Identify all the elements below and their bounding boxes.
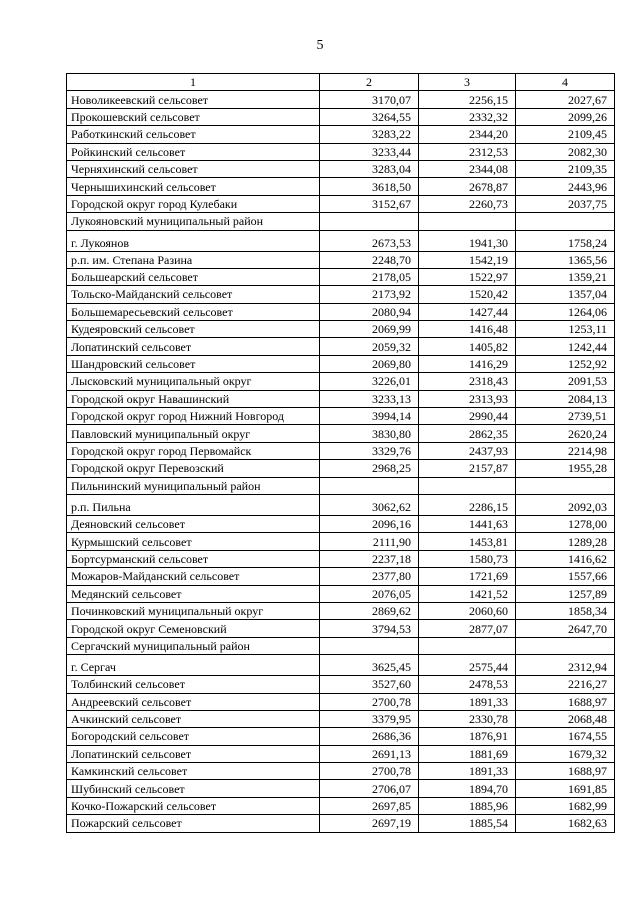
cell-value-4: 2082,30	[516, 143, 615, 160]
cell-value-4: 1365,56	[516, 251, 615, 268]
cell-value-3: 1405,82	[419, 338, 516, 355]
table-row	[67, 763, 615, 780]
cell-value-2: 2673,53	[320, 230, 419, 251]
cell-value-4: 2092,03	[516, 494, 615, 515]
cell-value-4: 2739,51	[516, 408, 615, 425]
cell-value-2: 3283,04	[320, 160, 419, 177]
cell-value-2: 3062,62	[320, 494, 419, 515]
cell-value-4: 1858,34	[516, 602, 615, 619]
cell-value-4: 2312,94	[516, 655, 615, 676]
cell-value-3: 1721,69	[419, 568, 516, 585]
table-row	[67, 338, 615, 355]
cell-value-2: 2080,94	[320, 303, 419, 320]
page-number: 5	[316, 38, 324, 53]
cell-value-3: 2330,78	[419, 710, 516, 727]
cell-value-2: 2700,78	[320, 693, 419, 710]
cell-value-3: 2332,32	[419, 108, 516, 125]
cell-value-4: 1682,63	[516, 815, 615, 832]
table-row	[67, 477, 615, 494]
cell-value-4: 1688,97	[516, 693, 615, 710]
cell-value-3: 2060,60	[419, 602, 516, 619]
table-row	[67, 676, 615, 693]
cell-value-3	[419, 213, 516, 230]
cell-name: Большемаресьевский сельсовет	[67, 303, 320, 320]
cell-value-4: 1758,24	[516, 230, 615, 251]
cell-value-3: 1416,29	[419, 355, 516, 372]
cell-value-4: 1679,32	[516, 745, 615, 762]
table-row	[67, 268, 615, 285]
cell-name: Прокошевский сельсовет	[67, 108, 320, 125]
cell-value-2: 3152,67	[320, 195, 419, 212]
cell-value-3: 1891,33	[419, 763, 516, 780]
cell-name: Новоликеевский сельсовет	[67, 91, 320, 108]
table-row	[67, 515, 615, 532]
cell-name: Шандровский сельсовет	[67, 355, 320, 372]
cell-name: Пильнинский муниципальный район	[67, 477, 320, 494]
cell-value-4: 1557,66	[516, 568, 615, 585]
cell-value-3: 2575,44	[419, 655, 516, 676]
table-row	[67, 408, 615, 425]
table-row	[67, 550, 615, 567]
table-row	[67, 655, 615, 676]
cell-value-3: 2862,35	[419, 425, 516, 442]
cell-name: Черняхинский сельсовет	[67, 160, 320, 177]
cell-name: Богородский сельсовет	[67, 728, 320, 745]
cell-value-2: 3994,14	[320, 408, 419, 425]
cell-name: Работкинский сельсовет	[67, 126, 320, 143]
cell-value-2: 3618,50	[320, 178, 419, 195]
cell-value-2: 2237,18	[320, 550, 419, 567]
cell-value-3: 1876,91	[419, 728, 516, 745]
table-row	[67, 126, 615, 143]
cell-value-2: 2069,99	[320, 321, 419, 338]
header-col-2: 2	[320, 74, 419, 91]
cell-name: р.п. Пильна	[67, 494, 320, 515]
table-row	[67, 620, 615, 637]
table-row	[67, 425, 615, 442]
table-row	[67, 230, 615, 251]
cell-name: Ачкинский сельсовет	[67, 710, 320, 727]
cell-name: Лопатинский сельсовет	[67, 338, 320, 355]
table-row	[67, 195, 615, 212]
cell-name: Павловский муниципальный округ	[67, 425, 320, 442]
table-row	[67, 568, 615, 585]
cell-name: Сергачский муниципальный район	[67, 637, 320, 654]
cell-value-3: 2286,15	[419, 494, 516, 515]
table-row	[67, 373, 615, 390]
table-row	[67, 355, 615, 372]
cell-value-2: 3170,07	[320, 91, 419, 108]
cell-value-3: 1522,97	[419, 268, 516, 285]
cell-name: Деяновский сельсовет	[67, 515, 320, 532]
cell-name: Кочко-Пожарский сельсовет	[67, 797, 320, 814]
table-row	[67, 585, 615, 602]
cell-value-2: 2173,92	[320, 286, 419, 303]
cell-value-2: 3794,53	[320, 620, 419, 637]
cell-value-4: 2216,27	[516, 676, 615, 693]
cell-value-3: 2344,08	[419, 160, 516, 177]
table-row	[67, 780, 615, 797]
cell-name: Андреевский сельсовет	[67, 693, 320, 710]
cell-value-2: 2691,13	[320, 745, 419, 762]
table-row	[67, 460, 615, 477]
cell-name: Бортсурманский сельсовет	[67, 550, 320, 567]
cell-value-4: 2099,26	[516, 108, 615, 125]
cell-name: Лысковский муниципальный округ	[67, 373, 320, 390]
cell-value-3: 2312,53	[419, 143, 516, 160]
cell-value-3: 2256,15	[419, 91, 516, 108]
cell-value-2: 3283,22	[320, 126, 419, 143]
table-row	[67, 442, 615, 459]
table-row	[67, 286, 615, 303]
cell-value-4: 1691,85	[516, 780, 615, 797]
cell-value-2: 3329,76	[320, 442, 419, 459]
cell-value-2: 2686,36	[320, 728, 419, 745]
table-row	[67, 143, 615, 160]
cell-name: Кудеяровский сельсовет	[67, 321, 320, 338]
cell-value-4: 2620,24	[516, 425, 615, 442]
cell-value-4: 2109,35	[516, 160, 615, 177]
cell-value-2: 2111,90	[320, 533, 419, 550]
cell-value-3: 2157,87	[419, 460, 516, 477]
cell-value-4	[516, 477, 615, 494]
cell-name: Курмышский сельсовет	[67, 533, 320, 550]
cell-name: Тольско-Майданский сельсовет	[67, 286, 320, 303]
header-row	[67, 74, 615, 91]
cell-value-4: 1416,62	[516, 550, 615, 567]
cell-name: Лопатинский сельсовет	[67, 745, 320, 762]
data-table	[66, 73, 615, 833]
cell-value-3: 2260,73	[419, 195, 516, 212]
table-row	[67, 602, 615, 619]
cell-value-3: 1881,69	[419, 745, 516, 762]
cell-value-4: 2084,13	[516, 390, 615, 407]
cell-value-4: 2214,98	[516, 442, 615, 459]
cell-value-3: 2990,44	[419, 408, 516, 425]
cell-value-3	[419, 637, 516, 654]
table-row	[67, 637, 615, 654]
cell-value-2	[320, 213, 419, 230]
cell-value-2: 3264,55	[320, 108, 419, 125]
cell-value-3: 2313,93	[419, 390, 516, 407]
table-row	[67, 321, 615, 338]
cell-value-2: 2069,80	[320, 355, 419, 372]
header-col-4: 4	[516, 74, 615, 91]
cell-value-2: 2968,25	[320, 460, 419, 477]
cell-value-2: 2700,78	[320, 763, 419, 780]
cell-value-2: 3233,44	[320, 143, 419, 160]
table-row	[67, 251, 615, 268]
cell-value-3: 1891,33	[419, 693, 516, 710]
cell-name: Большеарский сельсовет	[67, 268, 320, 285]
table-row	[67, 494, 615, 515]
cell-value-2: 2869,62	[320, 602, 419, 619]
cell-name: Городской округ город Нижний Новгород	[67, 408, 320, 425]
cell-value-2: 3233,13	[320, 390, 419, 407]
cell-value-3: 1421,52	[419, 585, 516, 602]
cell-value-3: 1894,70	[419, 780, 516, 797]
cell-name: Городской округ Перевозский	[67, 460, 320, 477]
cell-value-3: 1941,30	[419, 230, 516, 251]
cell-value-4: 1278,00	[516, 515, 615, 532]
cell-value-3: 2678,87	[419, 178, 516, 195]
cell-value-3: 1885,54	[419, 815, 516, 832]
cell-value-2: 3379,95	[320, 710, 419, 727]
cell-value-2: 3830,80	[320, 425, 419, 442]
cell-name: Городской округ город Кулебаки	[67, 195, 320, 212]
cell-value-3: 2318,43	[419, 373, 516, 390]
cell-name: Толбинский сельсовет	[67, 676, 320, 693]
cell-value-3: 1885,96	[419, 797, 516, 814]
cell-value-3: 2877,07	[419, 620, 516, 637]
cell-name: р.п. им. Степана Разина	[67, 251, 320, 268]
table-row	[67, 728, 615, 745]
cell-name: г. Лукоянов	[67, 230, 320, 251]
cell-value-2: 2076,05	[320, 585, 419, 602]
table-row	[67, 91, 615, 108]
cell-name: Чернышихинский сельсовет	[67, 178, 320, 195]
cell-value-3: 1427,44	[419, 303, 516, 320]
table-row	[67, 745, 615, 762]
cell-value-4: 2037,75	[516, 195, 615, 212]
header-col-3: 3	[419, 74, 516, 91]
cell-value-3: 1520,42	[419, 286, 516, 303]
cell-name: Городской округ Навашинский	[67, 390, 320, 407]
cell-name: Шубинский сельсовет	[67, 780, 320, 797]
cell-value-4: 1674,55	[516, 728, 615, 745]
cell-name: Починковский муниципальный округ	[67, 602, 320, 619]
cell-value-4: 2647,70	[516, 620, 615, 637]
cell-value-3: 2478,53	[419, 676, 516, 693]
cell-value-3: 2437,93	[419, 442, 516, 459]
table-row	[67, 178, 615, 195]
cell-value-2: 2248,70	[320, 251, 419, 268]
cell-value-4: 1257,89	[516, 585, 615, 602]
table-row	[67, 815, 615, 832]
table-row	[67, 710, 615, 727]
cell-value-3	[419, 477, 516, 494]
cell-value-2: 2377,80	[320, 568, 419, 585]
table-row	[67, 108, 615, 125]
cell-value-4: 1357,04	[516, 286, 615, 303]
table-row	[67, 390, 615, 407]
table-row	[67, 160, 615, 177]
cell-value-4: 1688,97	[516, 763, 615, 780]
cell-value-2: 2059,32	[320, 338, 419, 355]
cell-value-4: 2091,53	[516, 373, 615, 390]
table-row	[67, 797, 615, 814]
cell-value-2	[320, 637, 419, 654]
cell-value-3: 1542,19	[419, 251, 516, 268]
cell-value-2: 3226,01	[320, 373, 419, 390]
table-row	[67, 693, 615, 710]
cell-value-4: 1359,21	[516, 268, 615, 285]
cell-value-4: 2443,96	[516, 178, 615, 195]
cell-value-2: 3527,60	[320, 676, 419, 693]
cell-value-4: 1955,28	[516, 460, 615, 477]
cell-value-2: 2706,07	[320, 780, 419, 797]
table-body	[67, 91, 615, 832]
cell-name: Городской округ Семеновский	[67, 620, 320, 637]
cell-value-4: 1242,44	[516, 338, 615, 355]
cell-value-2: 2096,16	[320, 515, 419, 532]
cell-value-4: 1264,06	[516, 303, 615, 320]
cell-name: Ройкинский сельсовет	[67, 143, 320, 160]
header-col-1: 1	[67, 74, 320, 91]
cell-value-4: 2068,48	[516, 710, 615, 727]
cell-value-3: 1453,81	[419, 533, 516, 550]
cell-name: Городской округ город Первомайск	[67, 442, 320, 459]
cell-value-3: 1441,63	[419, 515, 516, 532]
table-row	[67, 533, 615, 550]
cell-value-3: 1416,48	[419, 321, 516, 338]
table-row	[67, 303, 615, 320]
cell-value-4	[516, 637, 615, 654]
cell-name: Пожарский сельсовет	[67, 815, 320, 832]
cell-value-2	[320, 477, 419, 494]
cell-value-3: 1580,73	[419, 550, 516, 567]
cell-value-4: 1289,28	[516, 533, 615, 550]
cell-value-4: 1682,99	[516, 797, 615, 814]
cell-name: Лукояновский муниципальный район	[67, 213, 320, 230]
cell-value-2: 3625,45	[320, 655, 419, 676]
cell-name: Медянский сельсовет	[67, 585, 320, 602]
cell-value-4: 1253,11	[516, 321, 615, 338]
cell-value-4: 2027,67	[516, 91, 615, 108]
cell-value-4	[516, 213, 615, 230]
cell-value-2: 2697,19	[320, 815, 419, 832]
cell-value-4: 2109,45	[516, 126, 615, 143]
cell-value-2: 2697,85	[320, 797, 419, 814]
cell-value-3: 2344,20	[419, 126, 516, 143]
cell-value-2: 2178,05	[320, 268, 419, 285]
cell-name: г. Сергач	[67, 655, 320, 676]
table-row	[67, 213, 615, 230]
cell-name: Камкинский сельсовет	[67, 763, 320, 780]
cell-name: Можаров-Майданский сельсовет	[67, 568, 320, 585]
cell-value-4: 1252,92	[516, 355, 615, 372]
